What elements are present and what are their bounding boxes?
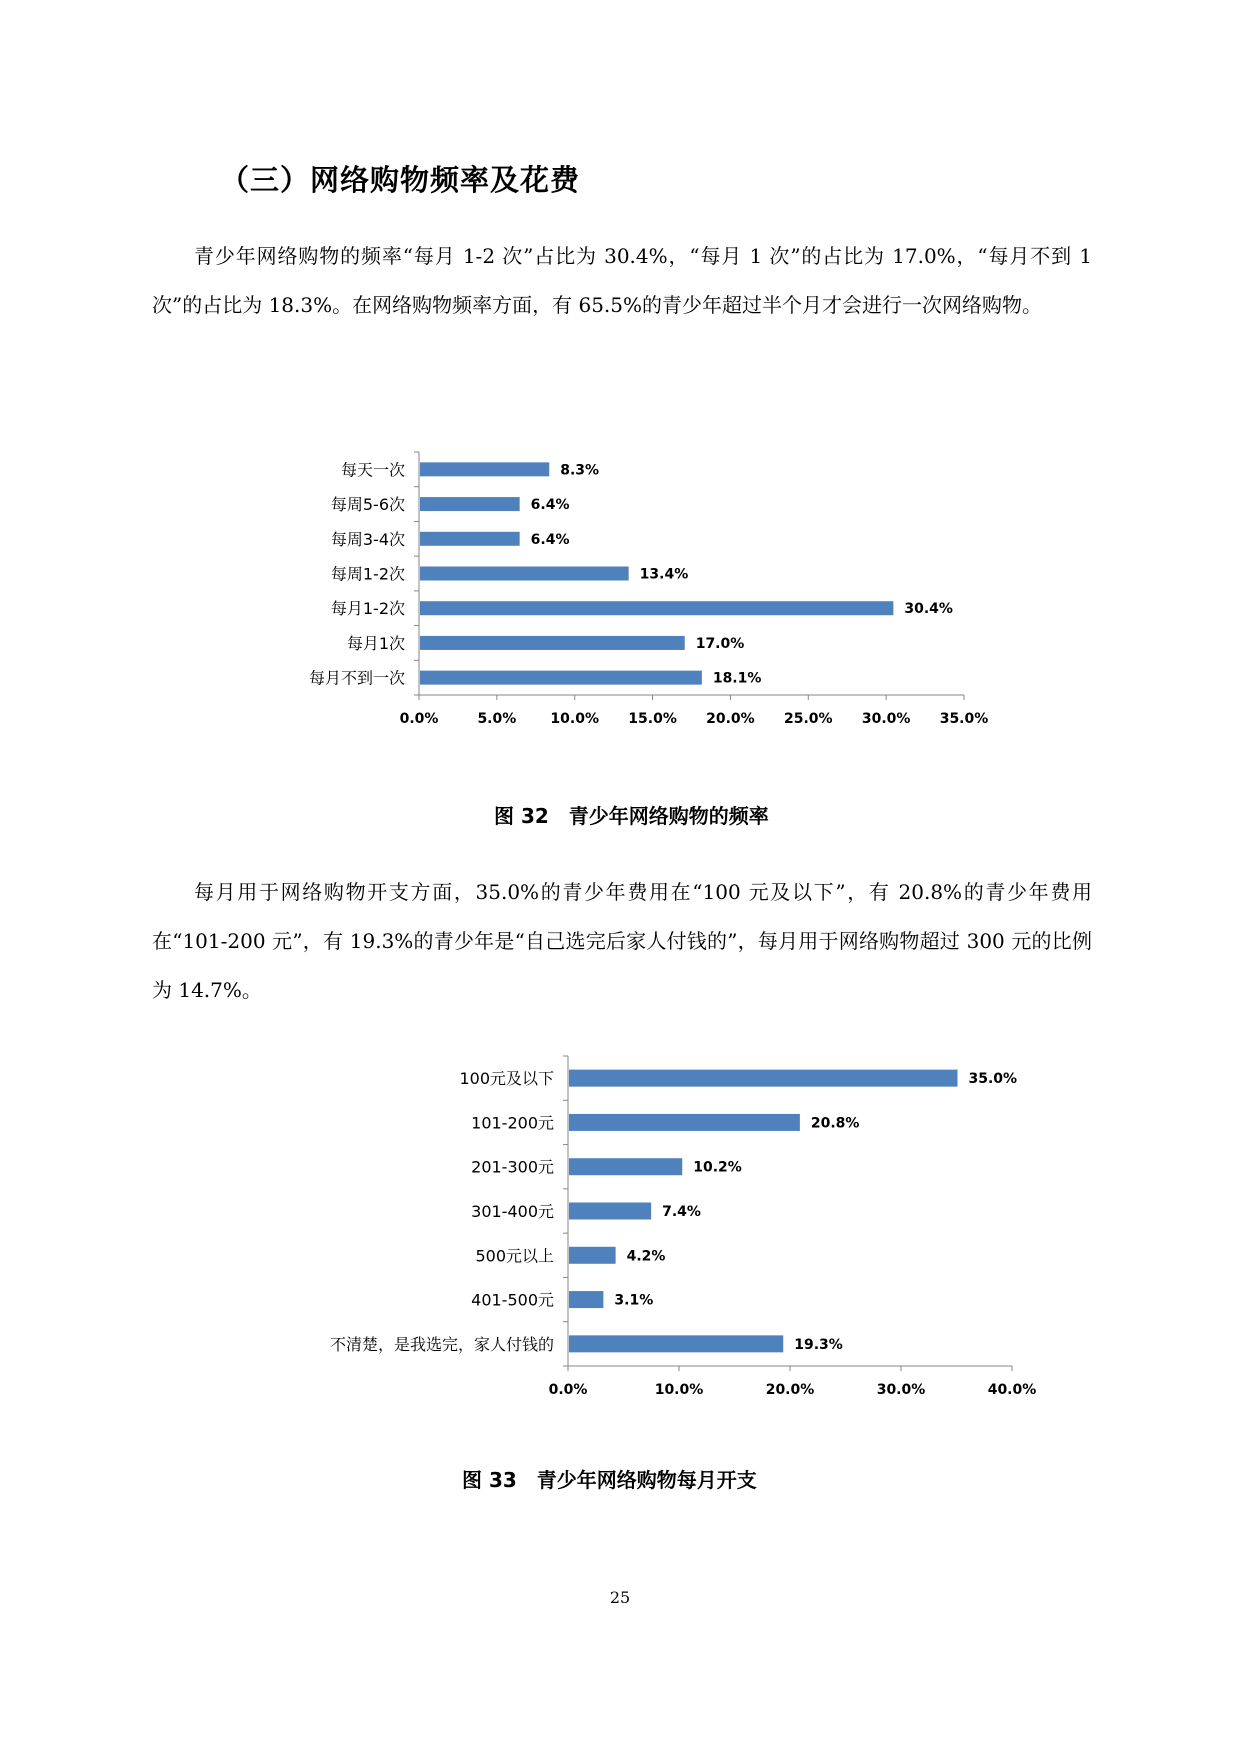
category-label: 每天一次 bbox=[340, 460, 405, 480]
data-label: 17.0% bbox=[695, 635, 745, 652]
data-label: 4.2% bbox=[626, 1248, 666, 1265]
category-label: 每月不到一次 bbox=[308, 668, 405, 688]
category-label: 500元以上 bbox=[475, 1246, 554, 1266]
category-label: 每月1-2次 bbox=[330, 599, 405, 619]
bar bbox=[420, 532, 520, 546]
data-label: 6.4% bbox=[530, 531, 570, 548]
bar bbox=[569, 1291, 603, 1308]
category-label: 每月1次 bbox=[346, 633, 405, 653]
bar bbox=[569, 1247, 616, 1264]
category-label: 每周3-4次 bbox=[330, 529, 405, 549]
x-tick-label: 0.0% bbox=[399, 711, 439, 727]
x-tick-label: 5.0% bbox=[477, 711, 517, 727]
x-tick-label: 30.0% bbox=[876, 1382, 926, 1398]
page-number: 25 bbox=[609, 1588, 631, 1607]
bar bbox=[569, 1203, 651, 1220]
data-label: 35.0% bbox=[968, 1071, 1018, 1088]
data-label: 6.4% bbox=[530, 497, 570, 514]
x-tick-label: 40.0% bbox=[987, 1382, 1037, 1398]
bar bbox=[569, 1114, 800, 1131]
x-tick-label: 15.0% bbox=[628, 711, 677, 727]
x-tick-label: 0.0% bbox=[548, 1382, 588, 1398]
data-label: 10.2% bbox=[693, 1159, 742, 1176]
data-label: 13.4% bbox=[639, 566, 689, 583]
category-label: 401-500元 bbox=[471, 1290, 554, 1310]
data-label: 18.1% bbox=[712, 670, 762, 687]
bar bbox=[569, 1335, 783, 1352]
data-label: 20.8% bbox=[810, 1115, 860, 1132]
bar bbox=[420, 671, 702, 685]
data-label: 3.1% bbox=[614, 1292, 654, 1309]
x-tick-label: 20.0% bbox=[706, 711, 755, 727]
x-tick-label: 10.0% bbox=[654, 1382, 704, 1398]
data-label: 7.4% bbox=[662, 1204, 701, 1220]
frequency-bar-chart bbox=[0, 440, 1240, 770]
x-tick-label: 35.0% bbox=[939, 711, 989, 727]
category-label: 不清楚，是我选完，家人付钱的 bbox=[329, 1334, 554, 1354]
x-tick-label: 25.0% bbox=[783, 711, 833, 727]
figure-32-caption: 图 32 青少年网络购物的频率 bbox=[494, 804, 769, 828]
bar bbox=[420, 636, 685, 650]
section-title: （三）网络购物频率及花费 bbox=[220, 163, 581, 197]
data-label: 19.3% bbox=[794, 1336, 843, 1353]
x-tick-label: 30.0% bbox=[861, 711, 911, 727]
bar bbox=[420, 567, 629, 581]
category-label: 每周1-2次 bbox=[330, 564, 405, 584]
category-label: 201-300元 bbox=[471, 1157, 554, 1177]
bar bbox=[420, 497, 520, 511]
category-label: 每周5-6次 bbox=[330, 495, 405, 515]
spending-bar-chart bbox=[0, 1045, 1240, 1425]
bar bbox=[420, 601, 893, 615]
bar bbox=[569, 1158, 682, 1175]
data-label: 8.3% bbox=[560, 462, 600, 479]
bar bbox=[420, 462, 549, 476]
category-label: 101-200元 bbox=[471, 1113, 554, 1133]
data-label: 30.4% bbox=[904, 601, 953, 618]
category-label: 100元及以下 bbox=[459, 1069, 554, 1089]
x-tick-label: 20.0% bbox=[765, 1382, 815, 1398]
figure-33-caption: 图 33 青少年网络购物每月开支 bbox=[462, 1468, 757, 1492]
bar bbox=[569, 1070, 958, 1087]
category-label: 301-400元 bbox=[471, 1202, 554, 1221]
paragraph-frequency: 青少年网络购物的频率“每月 1-2 次”占比为 30.4%，“每月 1 次”的占比为 17.0%，“每月不到 1 次”的占比为 18.3%。在网络购物频率方面，有 65.5%的青少年超过半个月才会进行一次网络购物。 bbox=[152, 244, 1092, 317]
x-tick-label: 10.0% bbox=[550, 711, 600, 727]
paragraph-spending: 每月用于网络购物开支方面，35.0%的青少年费用在“100 元及以下”，有 20.8%的青少年费用在“101-200 元”，有 19.3%的青少年是“自己选完后家人付钱的”，每月用于网络购物超过 300 元的比例为 14.7%。 bbox=[152, 880, 1092, 1002]
